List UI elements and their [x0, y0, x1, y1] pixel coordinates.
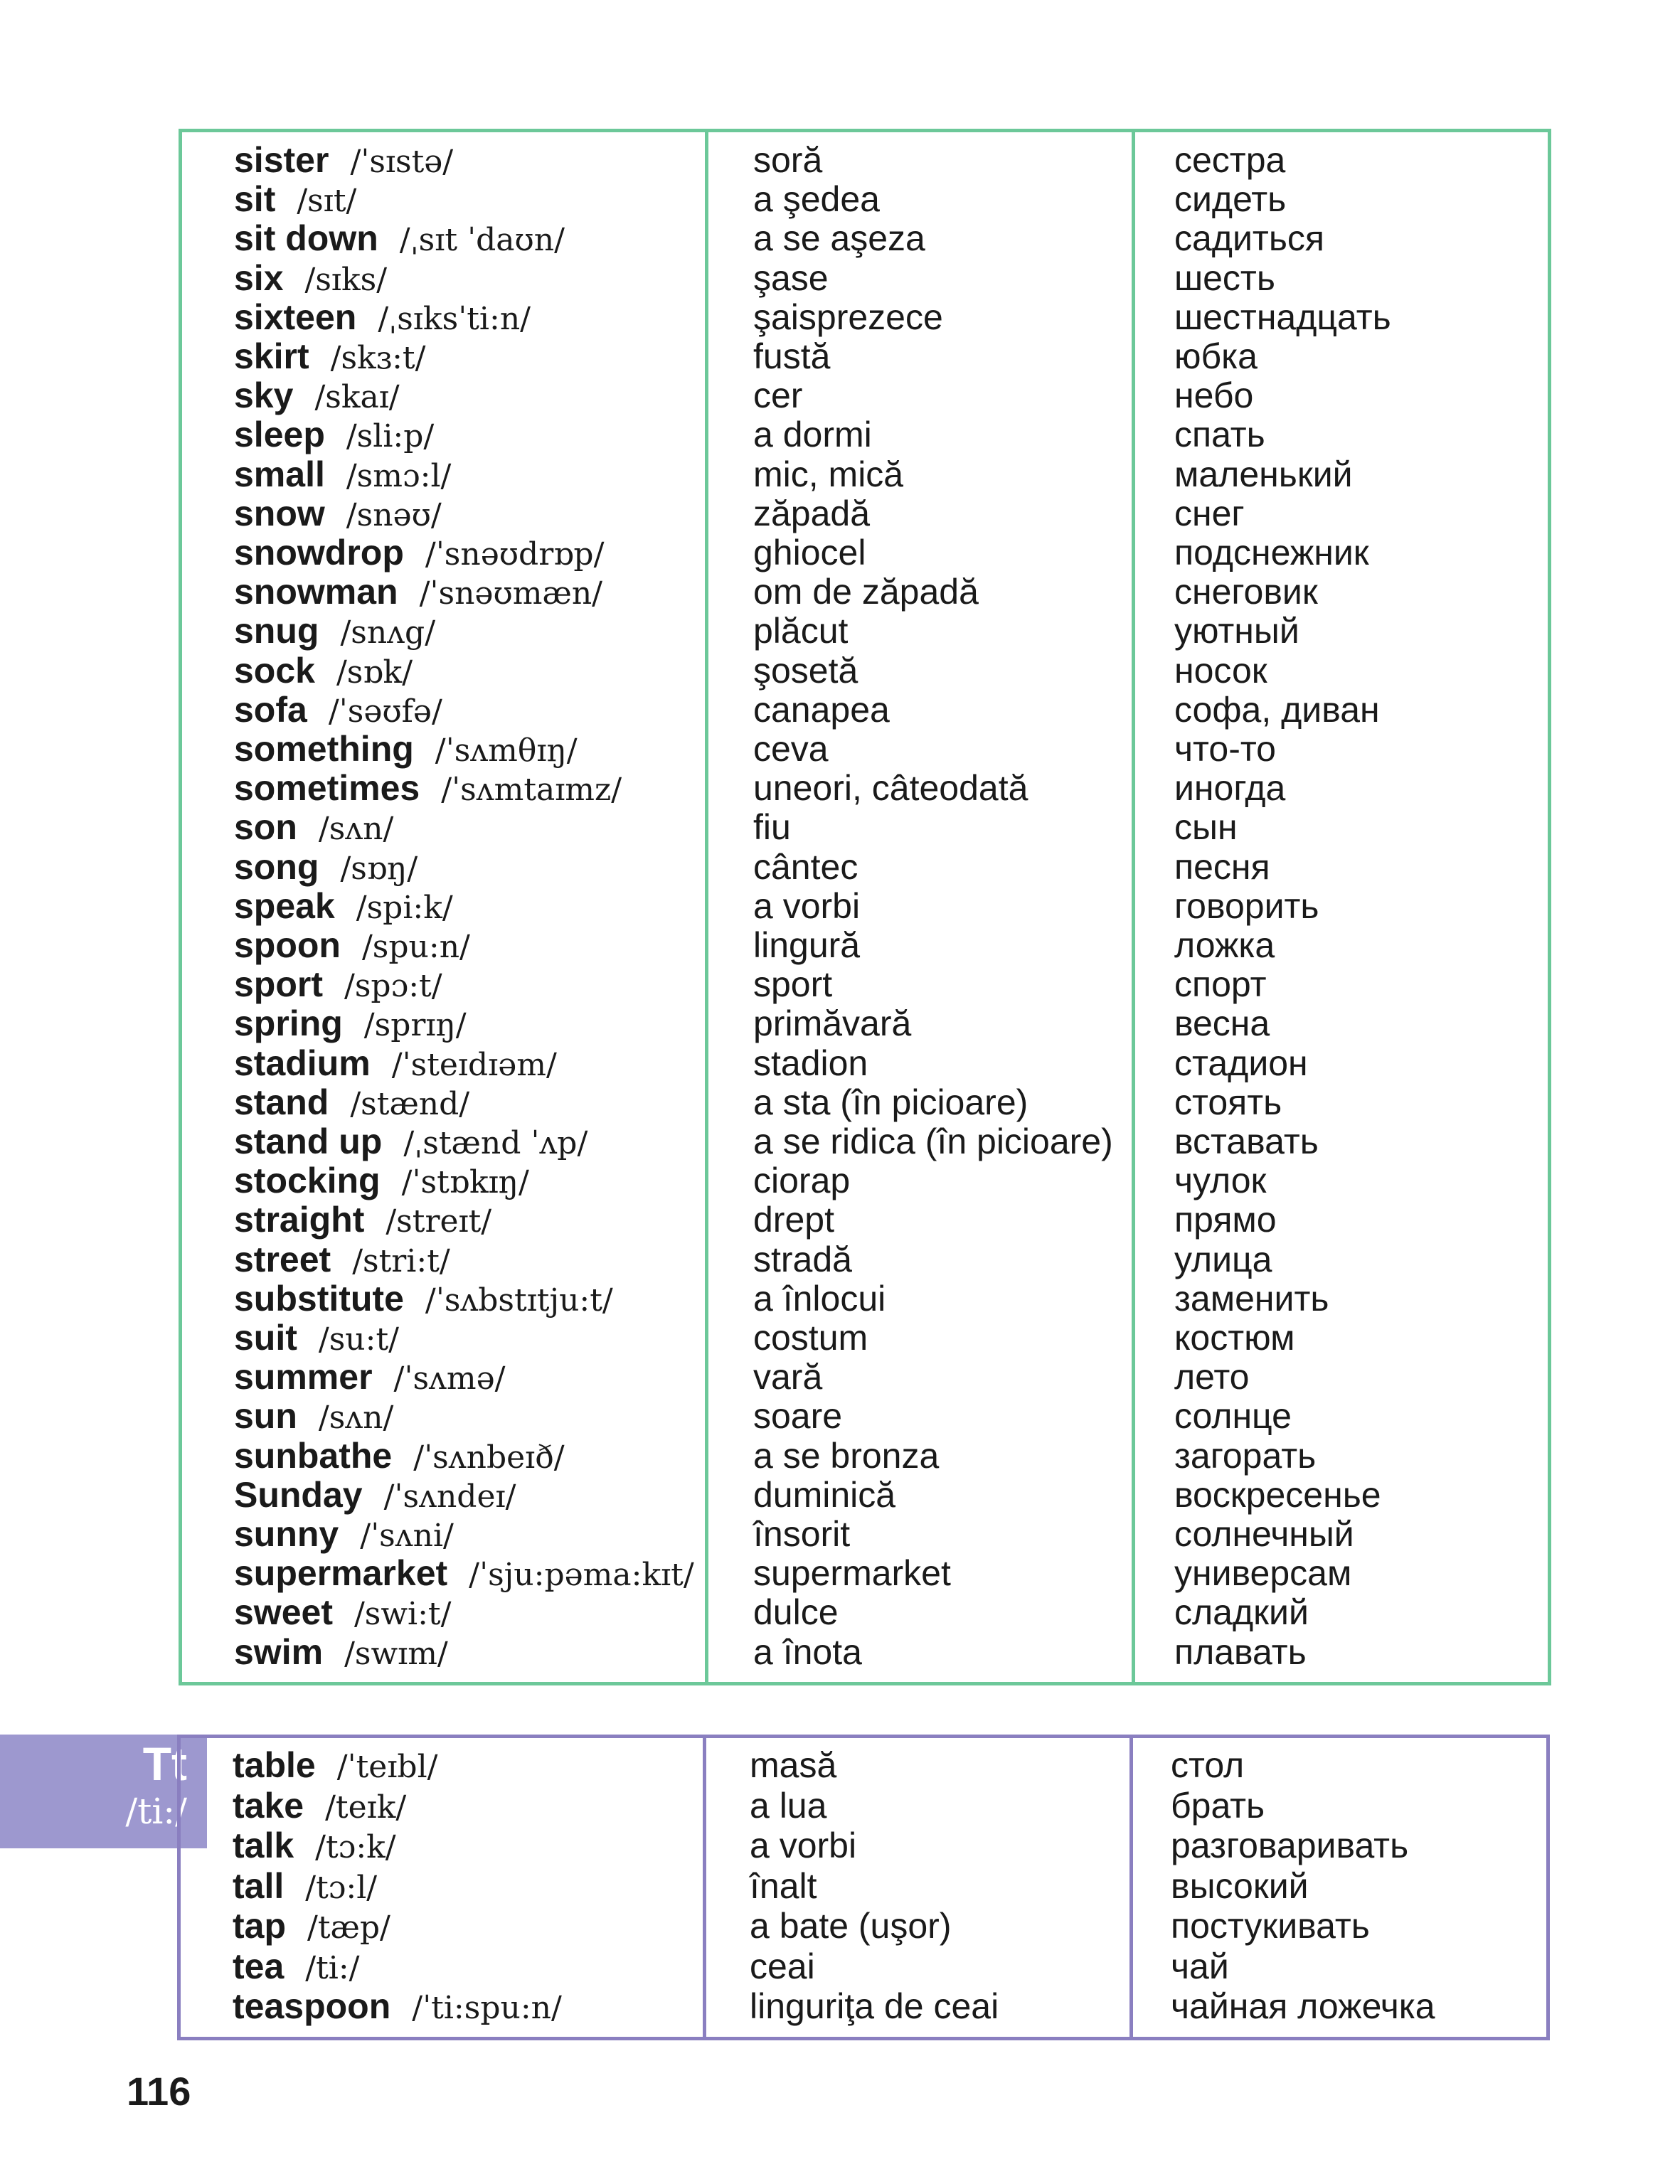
- transcription: /sli:p/: [346, 418, 435, 455]
- entry-romanian: zăpadă: [753, 493, 871, 533]
- entry-romanian: a se ridica (în picioare): [753, 1122, 1113, 1161]
- transcription: /sʌn/: [318, 1400, 394, 1437]
- entry-romanian: a vorbi: [750, 1826, 857, 1865]
- transcription: /sʌn/: [318, 811, 394, 848]
- entry-romanian: fustă: [753, 336, 831, 376]
- entry-russian: костюм: [1174, 1318, 1295, 1358]
- headword: swim: [234, 1631, 324, 1672]
- entry-romanian: supermarket: [753, 1553, 951, 1594]
- entry-romanian: soră: [753, 140, 823, 180]
- entry-russian: маленький: [1174, 454, 1353, 494]
- headword: sunny: [234, 1514, 339, 1554]
- transcription: /sɒŋ/: [340, 850, 418, 887]
- transcription: /ˈsteɪdɪəm/: [391, 1046, 557, 1083]
- headword: sit: [234, 179, 276, 220]
- transcription: /ˌsɪksˈti:n/: [378, 300, 531, 337]
- headword: sister: [234, 140, 329, 180]
- transcription: /ˈti:spu:n/: [412, 1990, 562, 2026]
- transcription: /sɪt/: [297, 183, 357, 220]
- headword: summer: [234, 1357, 373, 1397]
- transcription: /ˈsʌnbeɪð/: [413, 1439, 565, 1476]
- entry-russian: садиться: [1174, 218, 1324, 259]
- letter-tab-letter: Tt: [142, 1737, 187, 1790]
- entry-russian: подснежник: [1174, 533, 1369, 572]
- entry-romanian: fiu: [753, 807, 791, 848]
- transcription: /ˈsʌmə/: [393, 1360, 506, 1397]
- entry-romanian: sport: [753, 964, 833, 1005]
- transcription: /tæp/: [307, 1909, 390, 1946]
- headword: snow: [234, 493, 325, 533]
- entry-romanian: a lua: [750, 1785, 827, 1826]
- headword: stocking: [234, 1161, 381, 1201]
- transcription: /ti:/: [305, 1949, 360, 1986]
- entry-romanian: a se aşeza: [753, 218, 925, 259]
- entry-romanian: dulce: [753, 1592, 839, 1633]
- transcription: /stri:t/: [352, 1242, 450, 1279]
- transcription: /spɔ:t/: [344, 968, 442, 1005]
- entry-romanian: lingură: [753, 925, 861, 965]
- page-number: 116: [127, 2069, 191, 2114]
- transcription: /snəʊ/: [346, 496, 442, 533]
- entry-russian: снег: [1174, 493, 1245, 533]
- headword: suit: [234, 1318, 297, 1358]
- transcription: /tɔ:l/: [305, 1869, 378, 1906]
- headword: song: [234, 846, 319, 887]
- headword: snowman: [234, 572, 398, 612]
- entry-russian: шесть: [1174, 257, 1275, 298]
- transcription: /ˈsju:pəma:kɪt/: [469, 1557, 694, 1594]
- entry-russian: загорать: [1174, 1435, 1317, 1476]
- headword: table: [233, 1745, 316, 1785]
- headword: snug: [234, 611, 319, 651]
- entry-russian: чай: [1171, 1946, 1229, 1986]
- headword: sit down: [234, 218, 378, 259]
- entry-russian: юбка: [1174, 336, 1258, 376]
- transcription: /skɜ:t/: [330, 340, 426, 376]
- headword: talk: [233, 1826, 294, 1865]
- entry-russian: иногда: [1174, 768, 1286, 809]
- transcription: /ˈsəʊfə/: [328, 693, 442, 730]
- entry-russian: вставать: [1174, 1122, 1319, 1161]
- transcription: /spu:n/: [361, 929, 470, 965]
- transcription: /ˌstænd ˈʌp/: [403, 1125, 588, 1161]
- transcription: /spi:k/: [356, 889, 453, 926]
- vocabulary-table-s: [179, 129, 1551, 1685]
- entry-romanian: drept: [753, 1200, 834, 1240]
- headword: speak: [234, 885, 335, 926]
- transcription: /smɔ:l/: [346, 457, 452, 494]
- entry-russian: воскресенье: [1174, 1474, 1381, 1515]
- entry-russian: сидеть: [1174, 179, 1287, 220]
- entry-romanian: linguriţa de ceai: [750, 1986, 999, 2026]
- headword: tea: [233, 1946, 285, 1986]
- transcription: /swɪm/: [344, 1635, 448, 1672]
- entry-russian: что-то: [1174, 729, 1276, 769]
- entry-russian: уютный: [1174, 611, 1299, 651]
- headword: spoon: [234, 925, 341, 965]
- entry-russian: прямо: [1174, 1200, 1277, 1240]
- entry-russian: чулок: [1174, 1161, 1267, 1201]
- entry-russian: чайная ложечка: [1171, 1986, 1435, 2026]
- entry-russian: шестнадцать: [1174, 297, 1391, 337]
- entry-romanian: uneori, câteodată: [753, 768, 1028, 809]
- entry-russian: стол: [1171, 1745, 1245, 1785]
- entry-romanian: şaisprezece: [753, 297, 943, 337]
- letter-tab: [0, 1735, 207, 1848]
- entry-romanian: om de zăpadă: [753, 572, 979, 612]
- entry-russian: спорт: [1174, 964, 1267, 1005]
- entry-romanian: şosetă: [753, 650, 858, 691]
- transcription: /ˈsʌndeɪ/: [383, 1478, 516, 1515]
- entry-russian: спать: [1174, 415, 1265, 455]
- entry-romanian: stadion: [753, 1043, 868, 1083]
- entry-russian: постукивать: [1171, 1906, 1370, 1946]
- entry-romanian: a dormi: [753, 415, 872, 455]
- entry-russian: снеговик: [1174, 572, 1318, 612]
- entry-romanian: costum: [753, 1318, 868, 1358]
- transcription: /skaɪ/: [314, 379, 400, 416]
- headword: tap: [233, 1906, 286, 1946]
- headword: sometimes: [234, 768, 420, 809]
- entry-romanian: însorit: [753, 1514, 851, 1554]
- headword: teaspoon: [233, 1986, 391, 2026]
- headword: six: [234, 257, 284, 298]
- entry-romanian: a înota: [753, 1631, 862, 1672]
- entry-russian: универсам: [1174, 1553, 1352, 1594]
- entry-romanian: primăvară: [753, 1003, 912, 1044]
- transcription: /sprɪŋ/: [363, 1007, 467, 1044]
- transcription: /ˈsɪstə/: [350, 144, 454, 180]
- transcription: /streɪt/: [386, 1203, 492, 1240]
- entry-russian: стадион: [1174, 1043, 1308, 1083]
- headword: take: [233, 1785, 304, 1826]
- entry-romanian: ceva: [753, 729, 829, 769]
- headword: sunbathe: [234, 1435, 393, 1476]
- headword: sky: [234, 375, 294, 416]
- transcription: /ˈsʌbstɪtju:t/: [425, 1282, 613, 1319]
- entry-russian: плавать: [1174, 1631, 1307, 1672]
- transcription: /swi:t/: [353, 1596, 452, 1633]
- headword: sixteen: [234, 297, 357, 337]
- entry-russian: ложка: [1174, 925, 1275, 965]
- transcription: /teɪk/: [325, 1789, 407, 1826]
- transcription: /ˈsʌni/: [360, 1518, 454, 1554]
- headword: spring: [234, 1003, 343, 1044]
- transcription: /ˈstɒkɪŋ/: [401, 1164, 529, 1201]
- entry-romanian: plăcut: [753, 611, 849, 651]
- entry-romanian: canapea: [753, 689, 890, 730]
- headword: son: [234, 807, 297, 848]
- headword: sofa: [234, 689, 307, 730]
- entry-russian: софа, диван: [1174, 689, 1380, 730]
- headword: sun: [234, 1396, 297, 1437]
- entry-romanian: şase: [753, 257, 829, 298]
- vocabulary-table-t: [177, 1735, 1550, 2040]
- entry-romanian: duminică: [753, 1474, 896, 1515]
- entry-romanian: cântec: [753, 846, 858, 887]
- entry-romanian: a vorbi: [753, 885, 861, 926]
- transcription: /snʌg/: [340, 614, 436, 651]
- transcription: /ˈsnəʊdrɒp/: [425, 536, 605, 572]
- transcription: /ˈsʌmθɪŋ/: [435, 733, 578, 769]
- transcription: /sɪks/: [304, 261, 388, 298]
- headword: substitute: [234, 1278, 404, 1319]
- entry-russian: брать: [1171, 1785, 1265, 1826]
- entry-romanian: mic, mică: [753, 454, 904, 494]
- transcription: /ˈsʌmtaɪmz/: [441, 772, 622, 809]
- transcription: /sɒk/: [336, 654, 413, 691]
- transcription: /ˈsnəʊmæn/: [419, 575, 602, 612]
- headword: sport: [234, 964, 323, 1005]
- headword: supermarket: [234, 1553, 448, 1594]
- entry-russian: сладкий: [1174, 1592, 1309, 1633]
- entry-romanian: a bate (uşor): [750, 1906, 952, 1946]
- entry-romanian: vară: [753, 1357, 823, 1397]
- headword: stand: [234, 1082, 329, 1122]
- entry-romanian: ciorap: [753, 1161, 851, 1201]
- headword: snowdrop: [234, 533, 404, 572]
- entry-romanian: cer: [753, 375, 803, 416]
- entry-romanian: masă: [750, 1745, 837, 1785]
- headword: small: [234, 454, 325, 494]
- entry-russian: песня: [1174, 846, 1270, 887]
- entry-russian: весна: [1174, 1003, 1270, 1044]
- entry-russian: солнце: [1174, 1396, 1292, 1437]
- transcription: /ˈteɪbl/: [336, 1749, 438, 1785]
- entry-russian: солнечный: [1174, 1514, 1354, 1554]
- entry-russian: улица: [1174, 1239, 1272, 1279]
- entry-russian: высокий: [1171, 1865, 1309, 1906]
- entry-russian: разговаривать: [1171, 1826, 1409, 1865]
- entry-romanian: a sta (în picioare): [753, 1082, 1028, 1122]
- entry-romanian: înalt: [750, 1865, 817, 1906]
- headword: stand up: [234, 1122, 383, 1161]
- entry-romanian: a se bronza: [753, 1435, 940, 1476]
- entry-romanian: soare: [753, 1396, 843, 1437]
- transcription: /ˌsɪt ˈdaʊn/: [399, 222, 565, 259]
- transcription: /tɔ:k/: [315, 1829, 396, 1865]
- entry-romanian: ghiocel: [753, 533, 866, 572]
- headword: sock: [234, 650, 315, 691]
- headword: straight: [234, 1200, 365, 1240]
- headword: sleep: [234, 415, 325, 455]
- headword: street: [234, 1239, 331, 1279]
- headword: stadium: [234, 1043, 371, 1083]
- entry-romanian: ceai: [750, 1946, 815, 1986]
- letter-tab-sound: /ti:/: [125, 1791, 187, 1832]
- headword: tall: [233, 1865, 285, 1906]
- entry-russian: заменить: [1174, 1278, 1329, 1319]
- entry-russian: небо: [1174, 375, 1254, 416]
- entry-romanian: a şedea: [753, 179, 880, 220]
- headword: skirt: [234, 336, 309, 376]
- entry-russian: стоять: [1174, 1082, 1282, 1122]
- headword: something: [234, 729, 414, 769]
- headword: sweet: [234, 1592, 333, 1633]
- headword: Sunday: [234, 1474, 363, 1515]
- entry-russian: сестра: [1174, 140, 1286, 180]
- transcription: /su:t/: [318, 1321, 399, 1358]
- entry-russian: лето: [1174, 1357, 1250, 1397]
- entry-russian: носок: [1174, 650, 1267, 691]
- entry-romanian: stradă: [753, 1239, 852, 1279]
- entry-russian: сын: [1174, 807, 1238, 848]
- entry-romanian: a înlocui: [753, 1278, 886, 1319]
- entry-russian: говорить: [1174, 885, 1319, 926]
- transcription: /stænd/: [350, 1085, 470, 1122]
